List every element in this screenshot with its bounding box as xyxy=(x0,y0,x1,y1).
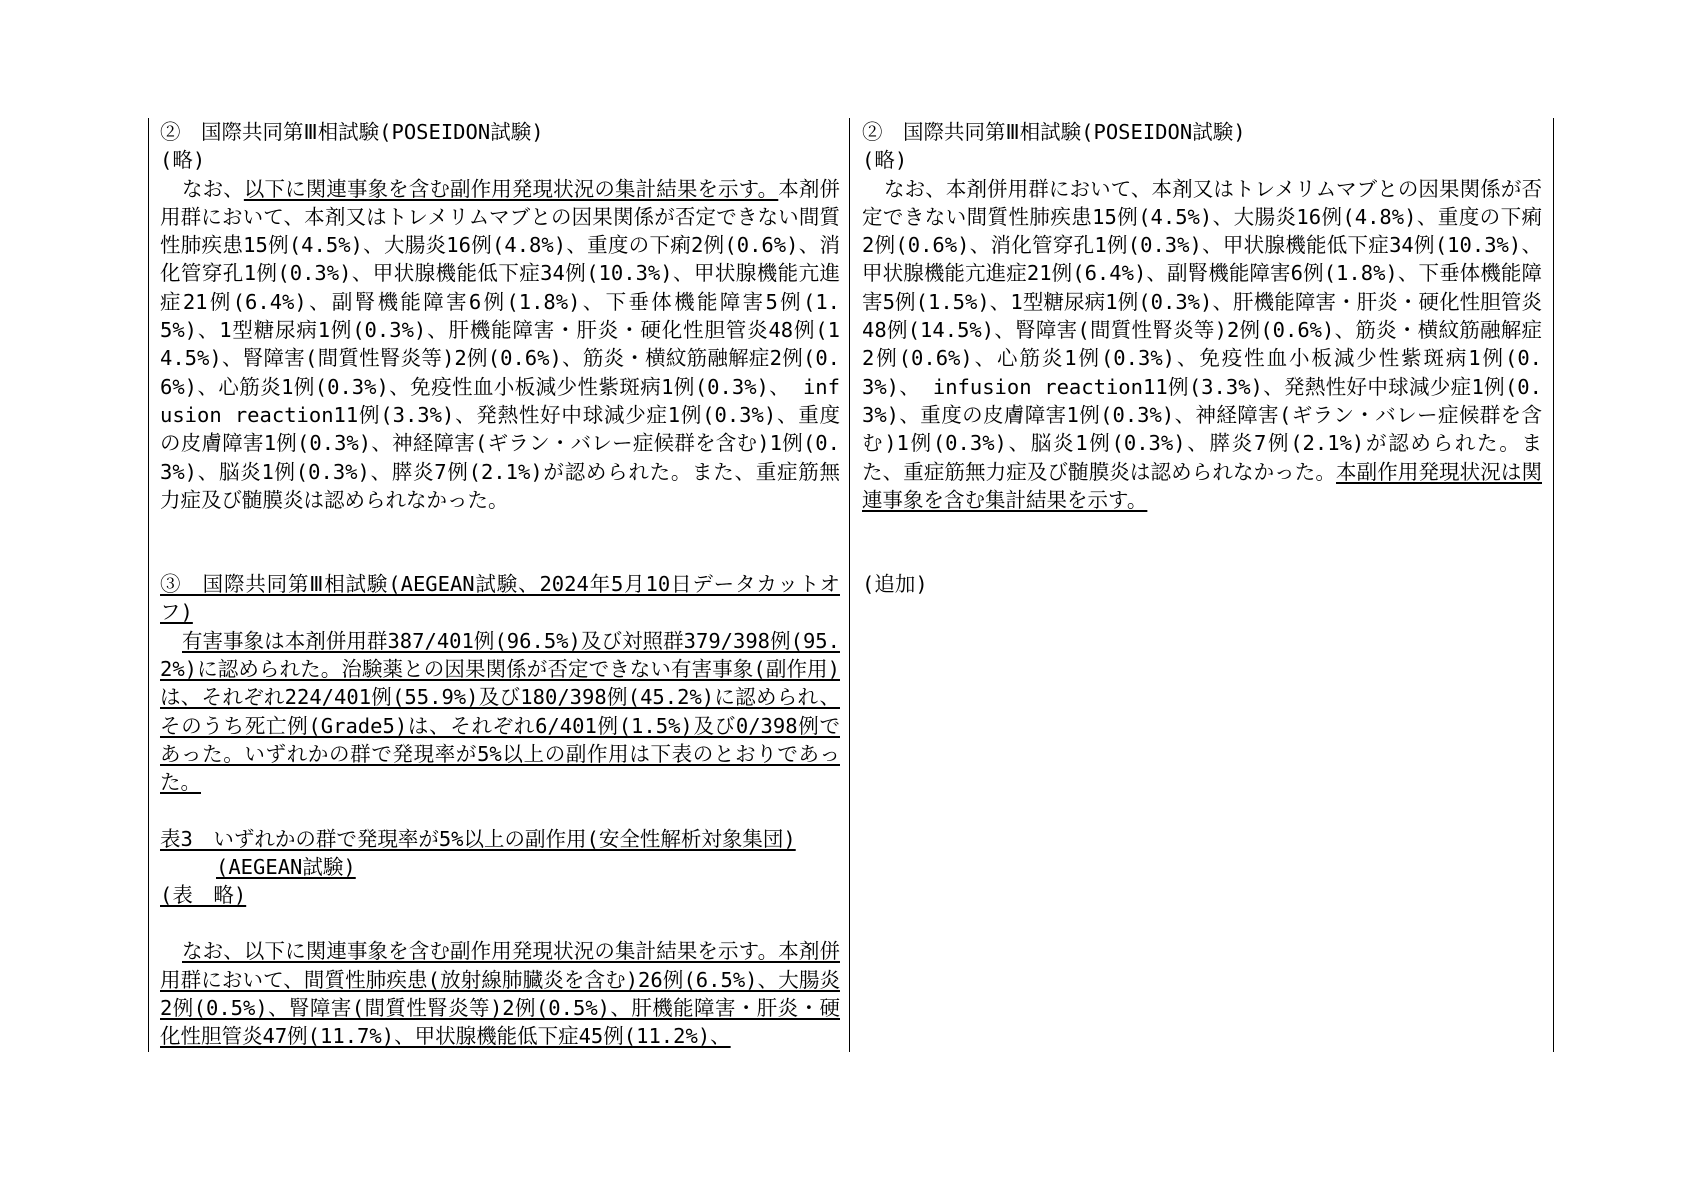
poseidon-omit: (略) xyxy=(160,148,206,173)
revised-column xyxy=(160,118,840,1051)
aegean-heading: ③ 国際共同第Ⅲ相試験(AEGEAN試験、2024年5月10日データカットオフ) xyxy=(160,572,840,625)
poseidon-body: なお、以下に関連事象を含む副作用発現状況の集計結果を示す。本剤併用群において、本剤又はトレメリムマブとの因果関係が否定できない間質性肺疾患15例(4.5%)、大腸炎16例(4.8%)、重度の下痢2例(0.6%)、消化管穿孔1例(0.3%)、甲状腺機能低下症34例(10.3%)、甲状腺機能亢進症21例(6.4%)、副腎機能障害6例(1.8%)、下垂体機能障害5例(1.5%)、1型糖尿病1例(0.3%)、肝機能障害・肝炎・硬化性胆管炎48例(14.5%)、腎障害(間質性腎炎等)2例(0.6%)、筋炎・横紋筋融解症2例(0.6%)、心筋炎1例(0.3%)、免疫性血小板減少性紫斑病1例(0.3%)、 infusion reaction11例(3.3%)、発熱性好中球減少症1例(0.3%)、重度の皮膚障害1例(0.3%)、神経障害(ギラン・バレー症候群を含む)1例(0.3%)、脳炎1例(0.3%)、膵炎7例(2.1%)が認められた。また、重症筋無力症及び髄膜炎は認められなかった。 xyxy=(160,176,841,512)
table-border-left xyxy=(148,118,149,1052)
aegean-body: 有害事象は本剤併用群387/401例(96.5%)及び対照群379/398例(95.2%)に認められた。治験薬との因果関係が否定できない有害事象(副作用)は、それぞれ224/401例(55.9%)及び180/398例(45.2%)に認められ、そのうち死亡例(Grade5)は、それぞれ6/401例(1.5%)及び0/398例であった。いずれかの群で発現率が5%以上の副作用は下表のとおりであった。 xyxy=(160,628,840,795)
table-border-middle xyxy=(849,118,850,1052)
aegean-summary: なお、以下に関連事象を含む副作用発現状況の集計結果を示す。本剤併用群において、間質性肺疾患(放射線肺臓炎を含む)26例(6.5%)、大腸炎2例(0.5%)、腎障害(間質性腎炎等)2例(0.5%)、肝機能障害・肝炎・硬化性胆管炎47例(11.7%)、甲状腺機能低下症45例(11.2%)、 xyxy=(160,939,840,1049)
added-note: (追加) xyxy=(862,572,928,597)
table3-subtitle: (AEGEAN試験) xyxy=(216,854,356,879)
table3-title: 表3 いずれかの群で発現率が5%以上の副作用(安全性解析対象集団) xyxy=(160,826,796,851)
table-border-right xyxy=(1553,118,1554,1052)
table3-omit: (表 略) xyxy=(160,883,247,908)
current-column xyxy=(862,118,1542,598)
poseidon-heading: ② 国際共同第Ⅲ相試験(POSEIDON試験) xyxy=(160,120,544,144)
poseidon-body-current: なお、本剤併用群において、本剤又はトレメリムマブとの因果関係が否定できない間質性肺疾患15例(4.5%)、大腸炎16例(4.8%)、重度の下痢2例(0.6%)、消化管穿孔1例(0.3%)、甲状腺機能低下症34例(10.3%)、甲状腺機能亢進症21例(6.4%)、副腎機能障害6例(1.8%)、下垂体機能障害5例(1.5%)、1型糖尿病1例(0.3%)、肝機能障害・肝炎・硬化性胆管炎48例(14.5%)、腎障害(間質性腎炎等)2例(0.6%)、筋炎・横紋筋融解症2例(0.6%)、心筋炎1例(0.3%)、免疫性血小板減少性紫斑病1例(0.3%)、 infusion reaction11例(3.3%)、発熱性好中球減少症1例(0.3%)、重度の皮膚障害1例(0.3%)、神経障害(ギラン・バレー症候群を含む)1例(0.3%)、脳炎1例(0.3%)、膵炎7例(2.1%)が認められた。また、重症筋無力症及び髄膜炎は認められなかった。本副作用発現状況は関連事象を含む集計結果を示す。 xyxy=(862,176,1542,512)
poseidon-heading-current: ② 国際共同第Ⅲ相試験(POSEIDON試験) xyxy=(862,120,1246,144)
poseidon-omit-current: (略) xyxy=(862,148,908,173)
